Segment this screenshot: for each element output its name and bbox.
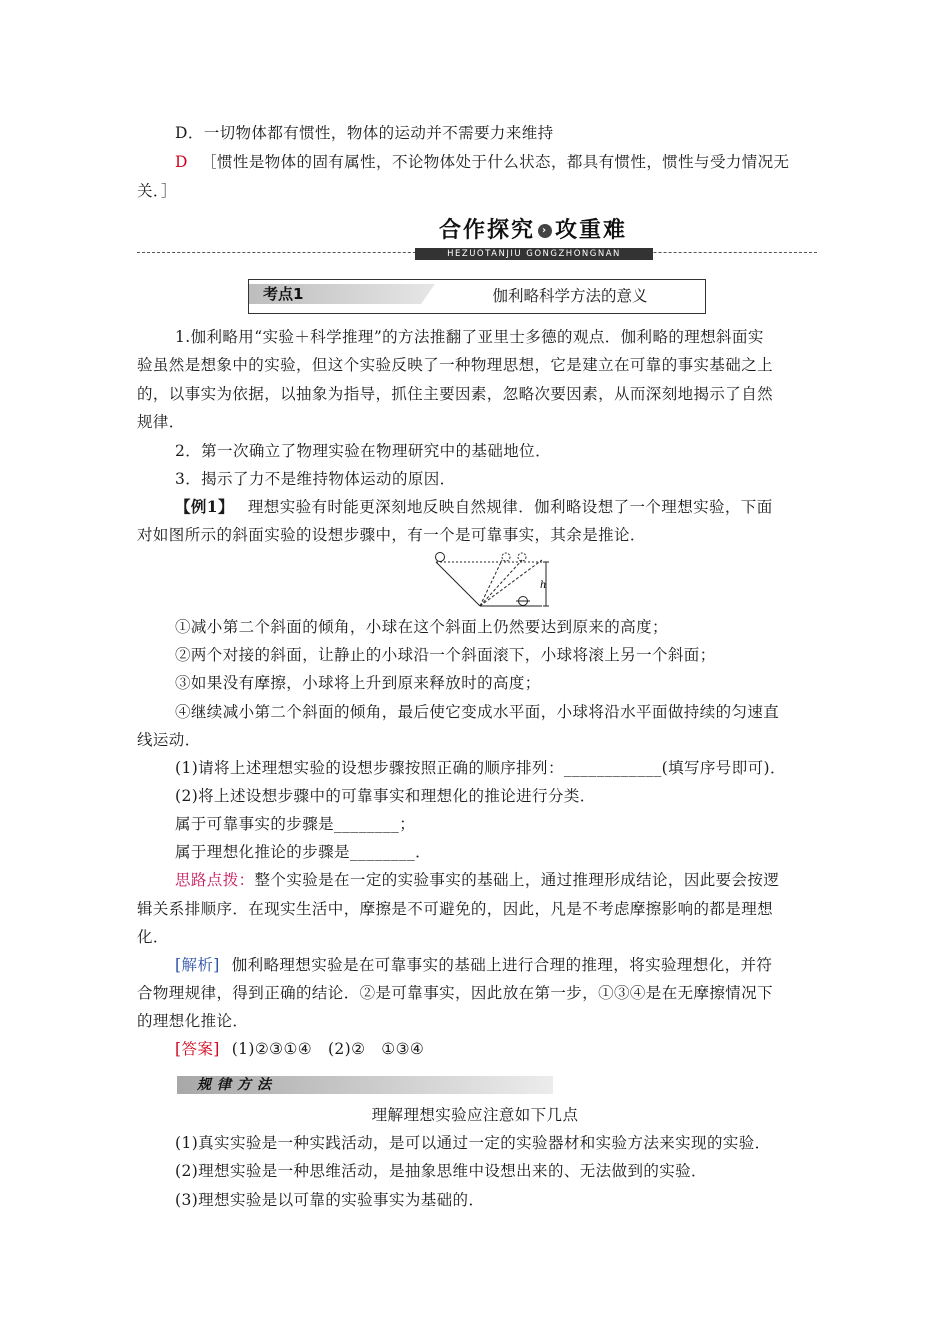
ball (436, 553, 445, 562)
example-text: 理想实验有时能更深刻地反映自然规律．伽利略设想了一个理想实验，下面 (247, 498, 773, 516)
point-line: 的，以事实为依据，以抽象为指导，抓住主要因素，忽略次要因素，从而深刻地揭示了自然 (137, 385, 774, 403)
method-item: (3)理想实验是以可靠的实验事实为基础的． (175, 1191, 485, 1209)
answer-explanation-line1 (175, 152, 789, 172)
section-title (417, 216, 649, 248)
point-line: 1.伽利略用“实验＋科学推理”的方法推翻了亚里士多德的观点．伽利略的理想斜面实 (175, 328, 764, 346)
analysis-text: 伽利略理想实验是在可靠事实的基础上进行合理的推理，将实验理想化，并符 (231, 956, 773, 974)
analysis-line3: 的理想化推论． (137, 1012, 249, 1030)
hint-line3: 化． (137, 928, 169, 946)
section-title-left: 合作探究 (438, 218, 535, 243)
incline-figure (430, 548, 555, 610)
step-item: ①减小第二个斜面的倾角，小球在这个斜面上仍然要达到原来的高度； (175, 618, 668, 636)
hint-text: 整个实验是在一定的实验事实的基础上，通过推理形成结论，因此要会按逻 (254, 871, 780, 889)
point-line: 验虽然是想象中的实验，但这个实验反映了一种物理思想，它是建立在可靠的事实基础之上 (137, 356, 774, 374)
section-subtitle: HEZUOTANJIU GONGZHONGNAN (415, 248, 653, 260)
example-tag: 【例1】 (175, 497, 234, 516)
point-line: 3．揭示了力不是维持物体运动的原因． (175, 470, 456, 488)
answer-value: (1)②③①④ (2)② ①③④ (231, 1040, 425, 1058)
answer-line (175, 1039, 424, 1059)
answer-text: ［惯性是物体的固有属性，不论物体处于什么状态，都具有惯性，惯性与受力情况无 (201, 153, 790, 171)
answer-explanation-line2: 关．］ (137, 182, 177, 200)
answer-letter: D (175, 153, 188, 171)
step-item: ③如果没有摩擦，小球将上升到原来释放时的高度； (175, 674, 541, 692)
example-line2: 对如图所示的斜面实验的设想步骤中，有一个是可靠事实，其余是推论． (137, 526, 646, 544)
example-line1 (175, 497, 773, 517)
first-incline (436, 562, 480, 606)
point-line: 2．第一次确立了物理实验在物理研究中的基础地位． (175, 442, 551, 460)
section-header (137, 214, 817, 264)
analysis-line1 (175, 955, 772, 975)
method-title: 理解理想实验应注意如下几点 (371, 1106, 579, 1124)
arrow-right-icon: › (538, 224, 552, 238)
hint-label: 思路点拨： (175, 871, 255, 889)
point-line: 规律． (137, 413, 185, 431)
question-1: (1)请将上述理想实验的设想步骤按照正确的顺序排列：____________(填写序号即可)． (175, 759, 786, 777)
option-d: D．一切物体都有惯性，物体的运动并不需要力来维持 (175, 124, 554, 142)
method-item: (1)真实实验是一种实践活动，是可以通过一定的实验器材和实验方法来实现的实验． (175, 1134, 771, 1152)
method-item: (2)理想实验是一种思维活动，是抽象思维中设想出来的、无法做到的实验． (175, 1162, 707, 1180)
analysis-label: [解析] (175, 956, 220, 974)
height-label: h (540, 580, 547, 591)
kaodian-box (248, 279, 706, 314)
question-2b: 属于理想化推论的步骤是________． (175, 843, 432, 861)
analysis-line2: 合物理规律，得到正确的结论．②是可靠事实，因此放在第一步，①③④是在无摩擦情况下 (137, 984, 774, 1002)
question-2a: 属于可靠事实的步骤是________； (175, 815, 416, 833)
step-item: 线运动． (137, 731, 201, 749)
step-item: ④继续减小第二个斜面的倾角，最后使它变成水平面，小球将沿水平面做持续的匀速直 (175, 703, 780, 721)
hint-line2: 辑关系排顺序．在现实生活中，摩擦是不可避免的，因此，凡是不考虑摩擦影响的都是理想 (137, 900, 774, 918)
kaodian-label: 考点1 (249, 284, 435, 304)
section-title-right: 攻重难 (555, 218, 628, 243)
answer-label: [答案] (175, 1040, 220, 1058)
hint-line1 (175, 870, 779, 890)
step-item: ②两个对接的斜面，让静止的小球沿一个斜面滚下，小球将滚上另一个斜面； (175, 646, 716, 664)
question-2: (2)将上述设想步骤中的可靠事实和理想化的推论进行分类． (175, 787, 596, 805)
method-bar (177, 1076, 553, 1094)
method-bar-label: 规律方法 (197, 1077, 277, 1093)
kaodian-title: 伽利略科学方法的意义 (492, 287, 648, 305)
